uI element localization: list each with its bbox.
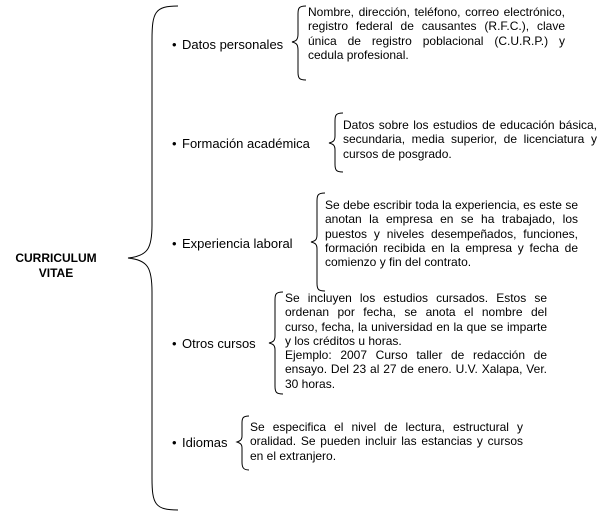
section-label-otros-cursos <box>172 336 256 352</box>
main-brace <box>128 6 178 510</box>
section-label-text: Otros cursos <box>182 336 256 351</box>
title-line-2: VITAE <box>38 266 74 280</box>
section-label-text: Datos personales <box>182 37 284 52</box>
bullet-icon: • <box>172 236 177 251</box>
bullet-icon: • <box>172 435 177 450</box>
brace-idiomas <box>237 416 249 470</box>
section-desc-datos-personales: Nombre, dirección, teléfono, correo electrónico, registro federal de causantes (R.F.C.), clave única de registro poblacional (C.U.R.P.) y cedula profesional. <box>308 5 565 62</box>
brace-otros-cursos <box>269 292 283 394</box>
diagram-title <box>0 251 112 281</box>
section-desc-formacion-academica: Datos sobre los estudios de educación básica, secundaria, media superior, de licenciatura y cursos de posgrado. <box>343 118 597 161</box>
bullet-icon: • <box>172 336 177 351</box>
section-desc-otros-cursos <box>285 291 547 391</box>
section-label-experiencia-laboral <box>172 236 293 252</box>
brace-datos-personales <box>292 6 306 80</box>
bullet-icon: • <box>172 136 177 151</box>
otros-cursos-description: Se incluyen los estudios cursados. Estos se ordenan por fecha, se anota el nombre del curso, fecha, la universidad en la que se imparte y los créditos u horas. <box>285 291 547 348</box>
bullet-icon: • <box>172 37 177 52</box>
section-desc-idiomas: Se especifica el nivel de lectura, estructural y oralidad. Se pueden incluir las estancias y cursos en el extranjero. <box>250 420 523 463</box>
title-line-1: CURRICULUM <box>15 251 97 265</box>
section-label-text: Experiencia laboral <box>182 236 293 251</box>
brace-experiencia-laboral <box>311 193 325 291</box>
brace-formacion-academica <box>329 113 343 172</box>
section-label-idiomas <box>172 435 228 451</box>
section-label-text: Formación académica <box>182 136 310 151</box>
section-label-datos-personales <box>172 37 283 53</box>
otros-cursos-example: Ejemplo: 2007 Curso taller de redacción de ensayo. Del 23 al 27 de enero. U.V. Xalapa, Ver. 30 horas. <box>285 348 547 391</box>
section-label-text: Idiomas <box>182 435 228 450</box>
section-label-formacion-academica <box>172 136 310 152</box>
section-desc-experiencia-laboral: Se debe escribir toda la experiencia, es este se anotan la empresa en se ha trabajado, los puestos y niveles desempeñados, funciones, formación recibida en la empresa y fecha de comienzo y fin del contrato. <box>325 198 578 270</box>
